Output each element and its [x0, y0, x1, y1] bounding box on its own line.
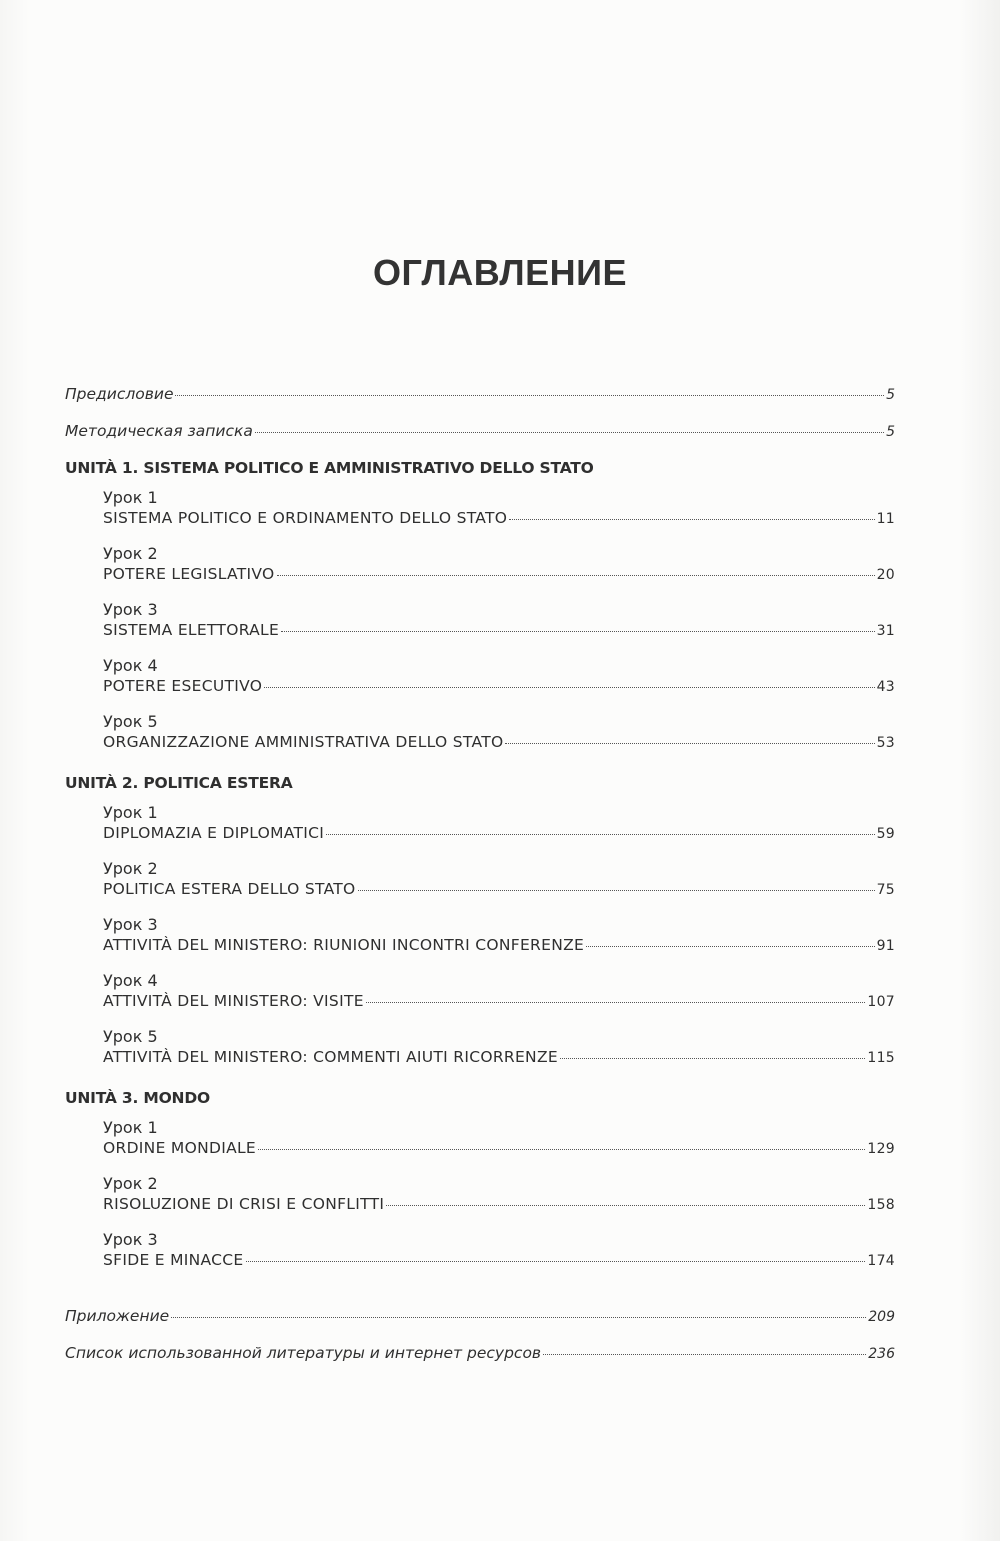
lesson-title: SFIDE E MINACCE: [103, 1251, 244, 1269]
dot-leader: [281, 631, 875, 632]
toc-page-number: 236: [868, 1346, 895, 1362]
lesson-number: Урок 1: [103, 1118, 158, 1137]
toc-entry-label: Приложение: [65, 1307, 170, 1325]
lesson-number: Урок 4: [103, 656, 158, 675]
dot-leader: [366, 1002, 866, 1003]
dot-leader: [277, 575, 875, 576]
toc-page-number: 31: [876, 623, 895, 639]
lesson-number: Урок 4: [103, 971, 158, 990]
toc-lesson[interactable]: [103, 1230, 895, 1271]
toc-lesson[interactable]: [103, 656, 895, 697]
toc-lesson[interactable]: [103, 544, 895, 585]
lesson-number: Урок 1: [103, 488, 158, 507]
toc-page-number: 115: [867, 1050, 895, 1066]
toc-lesson[interactable]: [103, 1118, 895, 1159]
toc-lesson[interactable]: [103, 859, 895, 900]
dot-leader: [358, 890, 875, 891]
toc-entry-methodology-note[interactable]: [65, 421, 895, 442]
toc-page-number: 209: [868, 1309, 895, 1325]
toc-page-number: 107: [867, 994, 895, 1010]
toc-page-number: 91: [876, 938, 895, 954]
toc-page-number: 158: [867, 1197, 895, 1213]
toc-entry-appendix[interactable]: [65, 1306, 895, 1327]
table-of-contents: [65, 384, 895, 1380]
page-title: ОГЛАВЛЕНИЕ: [372, 252, 628, 293]
toc-lesson[interactable]: [103, 971, 895, 1012]
dot-leader: [505, 743, 874, 744]
toc-page-number: 5: [886, 387, 895, 403]
dot-leader: [255, 432, 884, 433]
lesson-title: ATTIVITÀ DEL MINISTERO: RIUNIONI INCONTRI CONFERENZE: [103, 936, 585, 954]
toc-lesson[interactable]: [103, 600, 895, 641]
toc-lesson[interactable]: [103, 803, 895, 844]
lesson-title: ORGANIZZAZIONE AMMINISTRATIVA DELLO STATO: [103, 733, 504, 751]
toc-page-number: 43: [876, 679, 895, 695]
lesson-title: ATTIVITÀ DEL MINISTERO: COMMENTI AIUTI RICORRENZE: [103, 1048, 558, 1066]
unit-heading-1[interactable]: UNITÀ 1. SISTEMA POLITICO E AMMINISTRATIVO DELLO STATO: [65, 459, 594, 477]
lesson-title: RISOLUZIONE DI CRISI E CONFLITTI: [103, 1195, 385, 1213]
dot-leader: [264, 687, 874, 688]
toc-page-number: 129: [867, 1141, 895, 1157]
dot-leader: [386, 1205, 865, 1206]
toc-lesson[interactable]: [103, 915, 895, 956]
lesson-title: ATTIVITÀ DEL MINISTERO: VISITE: [103, 992, 364, 1010]
lesson-number: Урок 5: [103, 1027, 158, 1046]
dot-leader: [246, 1261, 866, 1262]
toc-page-number: 174: [867, 1253, 895, 1269]
toc-entry-bibliography[interactable]: [65, 1343, 895, 1364]
lesson-number: Урок 3: [103, 600, 158, 619]
lesson-number: Урок 2: [103, 859, 158, 878]
toc-page-number: 59: [876, 826, 895, 842]
toc-lesson[interactable]: [103, 712, 895, 753]
dot-leader: [543, 1354, 866, 1355]
lesson-title: SISTEMA POLITICO E ORDINAMENTO DELLO STATO: [103, 509, 508, 527]
toc-entry-preface[interactable]: [65, 384, 895, 405]
unit-heading-3[interactable]: UNITÀ 3. MONDO: [65, 1089, 210, 1107]
dot-leader: [175, 395, 884, 396]
toc-lesson[interactable]: [103, 1027, 895, 1068]
toc-page-number: 5: [886, 424, 895, 440]
toc-page-number: 11: [876, 511, 895, 527]
unit-heading-2[interactable]: UNITÀ 2. POLITICA ESTERA: [65, 774, 293, 792]
lesson-title: SISTEMA ELETTORALE: [103, 621, 280, 639]
toc-entry-label: Методическая записка: [65, 422, 253, 440]
lesson-title: POTERE ESECUTIVO: [103, 677, 263, 695]
lesson-number: Урок 2: [103, 544, 158, 563]
toc-page-number: 53: [876, 735, 895, 751]
dot-leader: [258, 1149, 865, 1150]
toc-page-number: 75: [876, 882, 895, 898]
toc-lesson[interactable]: [103, 488, 895, 529]
lesson-number: Урок 1: [103, 803, 158, 822]
toc-page-number: 20: [876, 567, 895, 583]
lesson-title: POTERE LEGISLATIVO: [103, 565, 275, 583]
dot-leader: [171, 1317, 866, 1318]
dot-leader: [560, 1058, 865, 1059]
lesson-number: Урок 3: [103, 1230, 158, 1249]
toc-lesson[interactable]: [103, 1174, 895, 1215]
lesson-title: POLITICA ESTERA DELLO STATO: [103, 880, 356, 898]
dot-leader: [586, 946, 874, 947]
toc-entry-label: Список использованной литературы и интернет ресурсов: [65, 1344, 542, 1362]
dot-leader: [326, 834, 874, 835]
dot-leader: [509, 519, 874, 520]
lesson-title: ORDINE MONDIALE: [103, 1139, 256, 1157]
lesson-number: Урок 2: [103, 1174, 158, 1193]
toc-entry-label: Предисловие: [65, 385, 174, 403]
lesson-title: DIPLOMAZIA E DIPLOMATICI: [103, 824, 325, 842]
lesson-number: Урок 5: [103, 712, 158, 731]
lesson-number: Урок 3: [103, 915, 158, 934]
